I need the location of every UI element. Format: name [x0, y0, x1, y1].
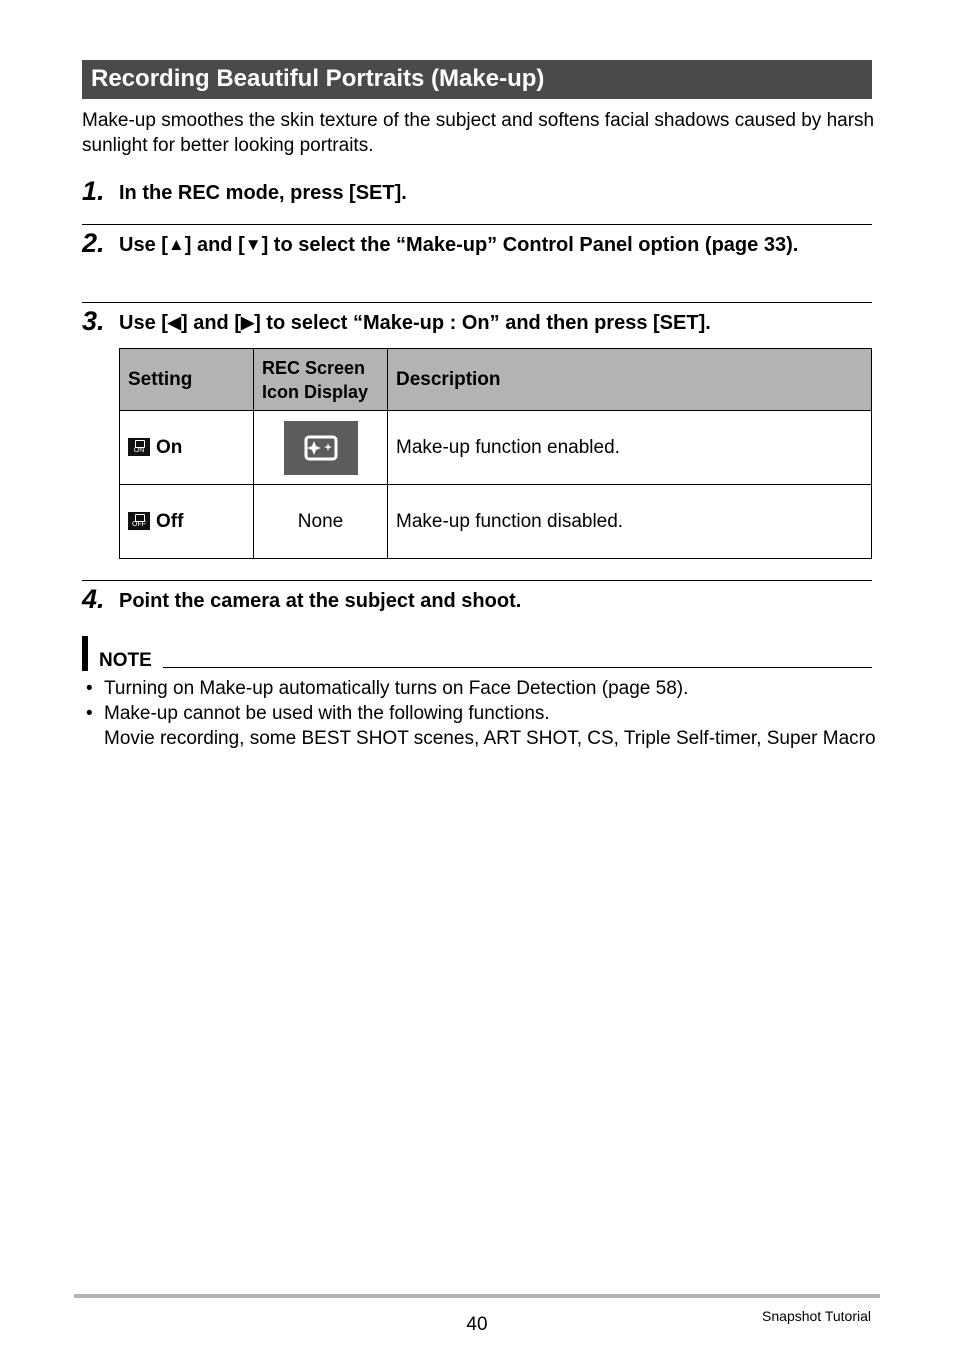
setting-cell [120, 411, 254, 485]
step-number: 2. [82, 228, 105, 258]
list-item: • Make-up cannot be used with the following functions. Movie recording, some BEST SHOT scenes, ART SHOT, CS, Triple Self-timer, Super Macro [86, 703, 876, 749]
bullet-icon: • [86, 703, 93, 724]
step-text: Point the camera at the subject and shoot. [119, 590, 522, 612]
step-number: 1. [82, 176, 105, 206]
right-arrow-icon: ▶ [240, 313, 255, 332]
rec-icon-cell [254, 411, 388, 485]
list-item: • Turning on Make-up automatically turns on Face Detection (page 58). [86, 678, 689, 699]
down-arrow-icon: ▼ [244, 235, 262, 254]
table-header-row [120, 349, 872, 411]
header-description: Description [388, 349, 872, 411]
up-arrow-icon: ▲ [167, 235, 185, 254]
bullet-icon: • [86, 678, 93, 699]
step-text: Use [◀] and [▶] to select “Make-up : On” and then press [SET]. [119, 312, 711, 334]
divider [82, 580, 872, 581]
note-list [82, 676, 882, 751]
setting-label: Off [156, 510, 184, 532]
settings-table [119, 348, 872, 559]
section-name: Snapshot Tutorial [762, 1308, 871, 1324]
note-marker [82, 636, 88, 671]
rec-icon-cell: None [254, 485, 388, 559]
setting-cell [120, 485, 254, 559]
note-label: NOTE [99, 650, 152, 671]
divider [82, 224, 872, 225]
step-number: 4. [82, 584, 105, 614]
section-title: Recording Beautiful Portraits (Make-up) [82, 60, 872, 99]
step-text: Use [▲] and [▼] to select the “Make-up” Control Panel option (page 33). [119, 234, 799, 256]
setting-label: On [156, 436, 183, 458]
make-up-icon [284, 421, 358, 475]
description-cell: Make-up function disabled. [388, 485, 872, 559]
footer-divider [74, 1294, 880, 1298]
step-text: In the REC mode, press [SET]. [119, 182, 407, 204]
left-arrow-icon: ◀ [167, 313, 181, 332]
make-up-on-icon: ON [128, 438, 150, 456]
page-number: 40 [466, 1314, 488, 1335]
table-row [120, 411, 872, 485]
header-setting: Setting [120, 349, 254, 411]
note-continuation: Movie recording, some BEST SHOT scenes, ART SHOT, CS, Triple Self-timer, Super Macro [104, 728, 876, 749]
divider [82, 302, 872, 303]
step-number: 3. [82, 306, 105, 336]
note-divider [163, 667, 872, 668]
table-row [120, 485, 872, 559]
description-cell: Make-up function enabled. [388, 411, 872, 485]
make-up-off-icon: OFF [128, 512, 150, 530]
intro-paragraph: Make-up smoothes the skin texture of the subject and softens facial shadows caused by harsh sunlight for better looking portraits. [82, 110, 875, 156]
header-rec-screen-icon: REC Screen Icon Display [254, 349, 388, 411]
